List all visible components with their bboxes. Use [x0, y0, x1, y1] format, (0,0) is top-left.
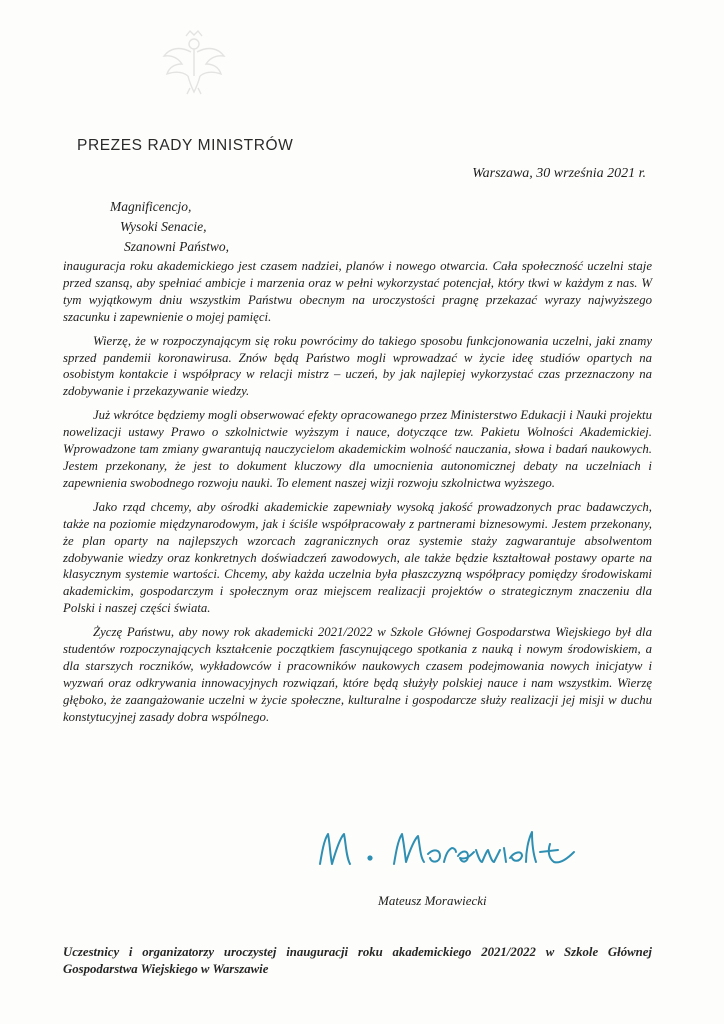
- salutation-line: Magnificencjo,: [110, 199, 192, 214]
- handwritten-signature: [310, 822, 610, 874]
- letterhead-title: PREZES RADY MINISTRÓW: [77, 137, 294, 154]
- addressee-footer: Uczestnicy i organizatorzy uroczystej inauguracji roku akademickiego 2021/2022 w Szkole Głównej Gospodarstwa Wiejskiego w Warszawie: [63, 945, 652, 976]
- salutation-block: [110, 197, 229, 257]
- salutation-line: Wysoki Senacie,: [120, 219, 207, 234]
- body-paragraph: Jako rząd chcemy, aby ośrodki akademickie zapewniały wysoką jakość prowadzonych prac badawczych, także na poziomie międzynarodowym, jak i ściśle współpracowały z partnerami biznesowymi. Jestem przekonany, że plan oparty na najlepszych wzorcach zagranicznych oraz systemie staży zagwarantuje absolwentom zdobywanie wiedzy oraz konkretnych doświadczeń zawodowych, ale także będzie kształtował postawy oparte na klasycznym systemie wartości. Chcemy, aby każda uczelnia była płaszczyzną współpracy pomiędzy środowiskami akademickim, gospodarczym i społecznym oraz miejscem realizacji projektów o strategicznym znaczeniu dla Polski i naszej części świata.: [63, 499, 652, 616]
- letter-date: Warszawa, 30 września 2021 r.: [472, 166, 646, 181]
- eagle-emblem-icon: [160, 28, 228, 100]
- signer-name: Mateusz Morawiecki: [378, 893, 487, 908]
- letter-body: [63, 258, 652, 733]
- body-paragraph: Wierzę, że w rozpoczynającym się roku powrócimy do takiego sposobu funkcjonowania uczelni, jaki znamy sprzed pandemii koronawirusa. Znów będą Państwo mogli wprowadzać w życie ideę studiów opartych na osobistym kontakcie i współpracy w relacji mistrz – uczeń, by jak najlepiej wykorzystać czas przeznaczony na zdobywanie i przekazywanie wiedzy.: [63, 333, 652, 399]
- salutation-line: Szanowni Państwo,: [124, 239, 230, 254]
- body-paragraph: inauguracja roku akademickiego jest czasem nadziei, planów i nowego otwarcia. Cała społeczność uczelni staje przed szansą, aby spełniać ambicje i marzenia oraz w pełni wykorzystać potencjał, który tkwi w każdym z nas. W tym wyjątkowym dniu wszystkim Państwu obecnym na uroczystości pragnę przekazać wyrazy najwyższego szacunku i zapewnienie o mojej pamięci.: [63, 259, 652, 324]
- body-paragraph: Już wkrótce będziemy mogli obserwować efekty opracowanego przez Ministerstwo Edukacji i Nauki projektu nowelizacji ustawy Prawo o szkolnictwie wyższym i nauce, dotyczące tzw. Pakietu Wolności Akademickiej. Wprowadzone tam zmiany gwarantują nauczycielom akademickim wolność nauczania, słowa i badań naukowych. Jestem przekonany, że jest to dokument kluczowy dla umocnienia autonomicznej debaty na uczelniach i zapewnienia swobodnego rozwoju nauki. To element naszej wizji rozwoju szkolnictwa wyższego.: [63, 408, 652, 490]
- body-paragraph: Życzę Państwu, aby nowy rok akademicki 2021/2022 w Szkole Głównej Gospodarstwa Wiejskiego był dla studentów rozpoczynających kształcenie początkiem fascynującego spotkania z nauką i nowym środowiskiem, a dla starszych roczników, wykładowców i pracowników naukowych czasem podejmowania nowych inicjatyw i wyzwań oraz odkrywania innowacyjnych rozwiązań, które będą służyły polskiej nauce i nam wszystkim. Wierzę głęboko, że zaangażowanie uczelni w życie społeczne, kulturalne i gospodarcze służy realizacji jej misji w duchu konstytucyjnej zasady dobra wspólnego.: [63, 625, 652, 724]
